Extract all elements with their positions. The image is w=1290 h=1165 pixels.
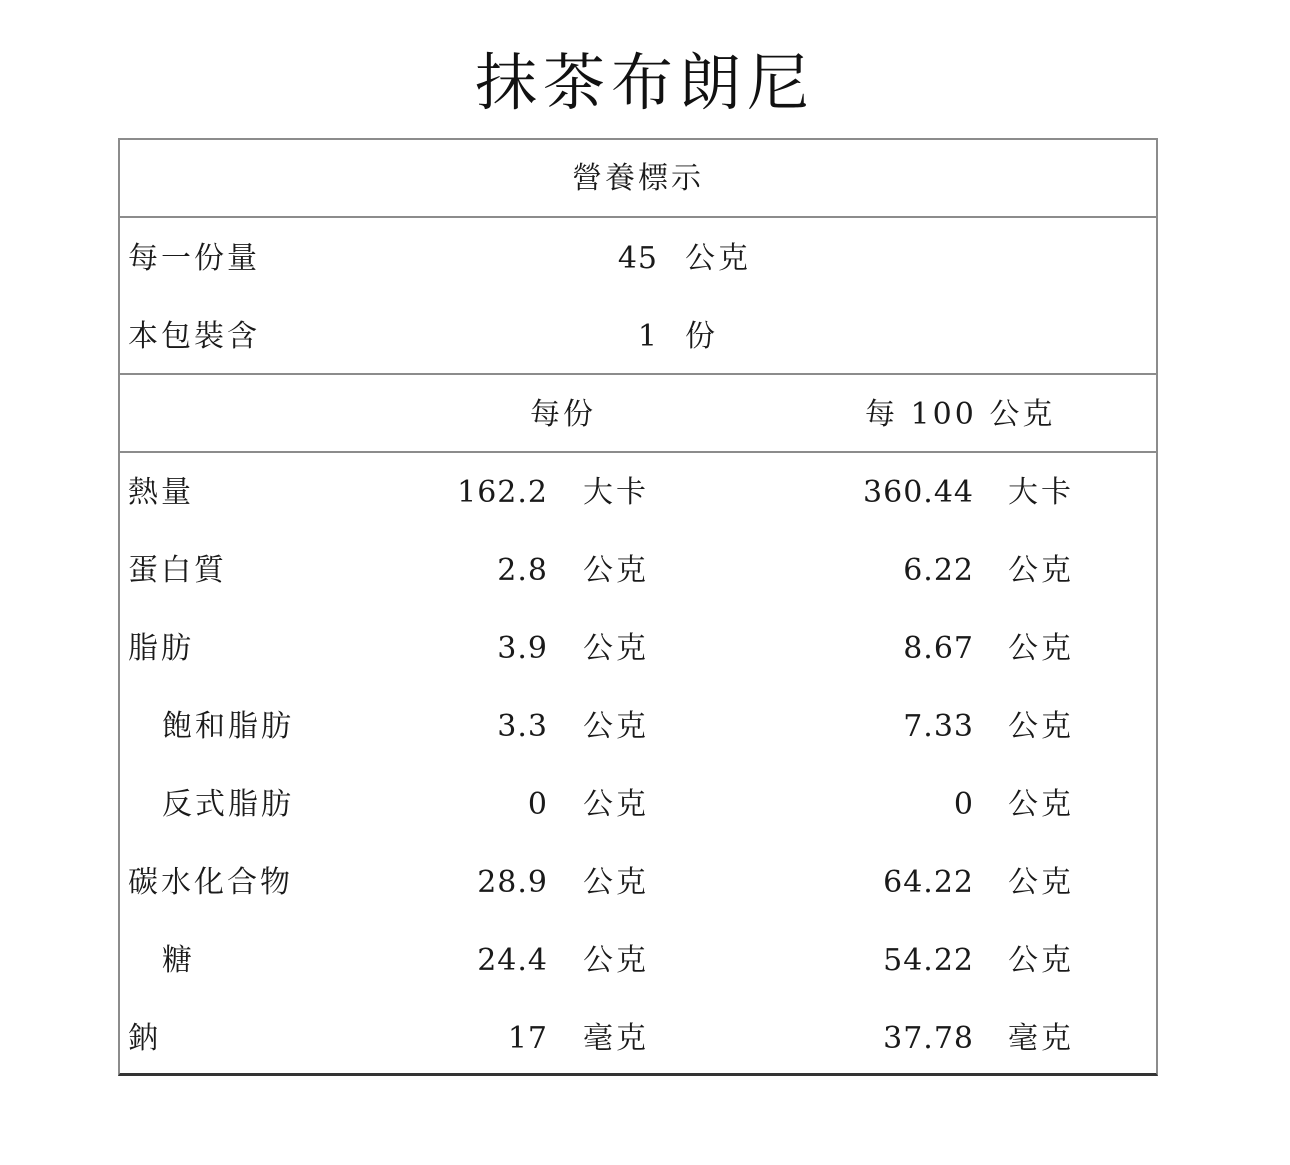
nutrition-label bbox=[118, 138, 1158, 1076]
per-100g-unit: 公克 bbox=[1008, 553, 1074, 588]
per-100g-value: 8.67 bbox=[903, 631, 974, 666]
nutrient-name: 鈉 bbox=[128, 1021, 161, 1056]
nutrient-name: 碳水化合物 bbox=[128, 865, 293, 900]
servings-per-package-value: 1 bbox=[637, 319, 658, 354]
per-serving-unit: 公克 bbox=[583, 553, 649, 588]
per-serving-value: 2.8 bbox=[497, 553, 548, 588]
nutrient-name: 糖 bbox=[162, 943, 195, 978]
per-serving-unit: 公克 bbox=[583, 709, 649, 744]
column-header-per-100g: 每 100 公克 bbox=[865, 397, 1056, 432]
serving-size-label: 每一份量 bbox=[128, 241, 260, 276]
divider bbox=[120, 451, 1156, 453]
per-serving-unit: 公克 bbox=[583, 943, 649, 978]
divider bbox=[120, 216, 1156, 218]
per-serving-unit: 公克 bbox=[583, 787, 649, 822]
per-100g-value: 54.22 bbox=[883, 943, 974, 978]
nutrition-label-heading: 營養標示 bbox=[572, 161, 704, 196]
per-serving-value: 17 bbox=[507, 1021, 548, 1056]
per-100g-unit: 公克 bbox=[1008, 865, 1074, 900]
divider bbox=[120, 373, 1156, 375]
per-100g-unit: 公克 bbox=[1008, 787, 1074, 822]
servings-per-package-unit: 份 bbox=[685, 319, 718, 354]
per-100g-value: 360.44 bbox=[863, 475, 974, 510]
serving-size-value: 45 bbox=[617, 241, 658, 276]
nutrient-name: 熱量 bbox=[128, 475, 194, 510]
per-100g-value: 37.78 bbox=[883, 1021, 974, 1056]
per-100g-value: 64.22 bbox=[883, 865, 974, 900]
column-header-per-serving: 每份 bbox=[530, 397, 596, 432]
servings-per-package-label: 本包裝含 bbox=[128, 319, 260, 354]
nutrient-name: 反式脂肪 bbox=[162, 787, 294, 822]
per-serving-unit: 毫克 bbox=[583, 1021, 649, 1056]
per-100g-unit: 毫克 bbox=[1008, 1021, 1074, 1056]
per-serving-value: 0 bbox=[527, 787, 548, 822]
per-serving-value: 3.3 bbox=[497, 709, 548, 744]
per-100g-unit: 公克 bbox=[1008, 709, 1074, 744]
product-title: 抹茶布朗尼 bbox=[474, 46, 815, 119]
per-serving-unit: 公克 bbox=[583, 865, 649, 900]
nutrient-name: 蛋白質 bbox=[128, 553, 227, 588]
per-100g-value: 7.33 bbox=[903, 709, 974, 744]
serving-size-unit: 公克 bbox=[685, 241, 751, 276]
per-serving-unit: 大卡 bbox=[583, 475, 649, 510]
per-100g-value: 6.22 bbox=[903, 553, 974, 588]
per-serving-value: 3.9 bbox=[497, 631, 548, 666]
per-100g-unit: 公克 bbox=[1008, 631, 1074, 666]
nutrient-name: 飽和脂肪 bbox=[162, 709, 294, 744]
per-100g-value: 0 bbox=[953, 787, 974, 822]
per-serving-value: 162.2 bbox=[457, 475, 548, 510]
nutrient-name: 脂肪 bbox=[128, 631, 194, 666]
per-100g-unit: 公克 bbox=[1008, 943, 1074, 978]
per-100g-unit: 大卡 bbox=[1008, 475, 1074, 510]
per-serving-value: 28.9 bbox=[477, 865, 548, 900]
per-serving-value: 24.4 bbox=[477, 943, 548, 978]
per-serving-unit: 公克 bbox=[583, 631, 649, 666]
